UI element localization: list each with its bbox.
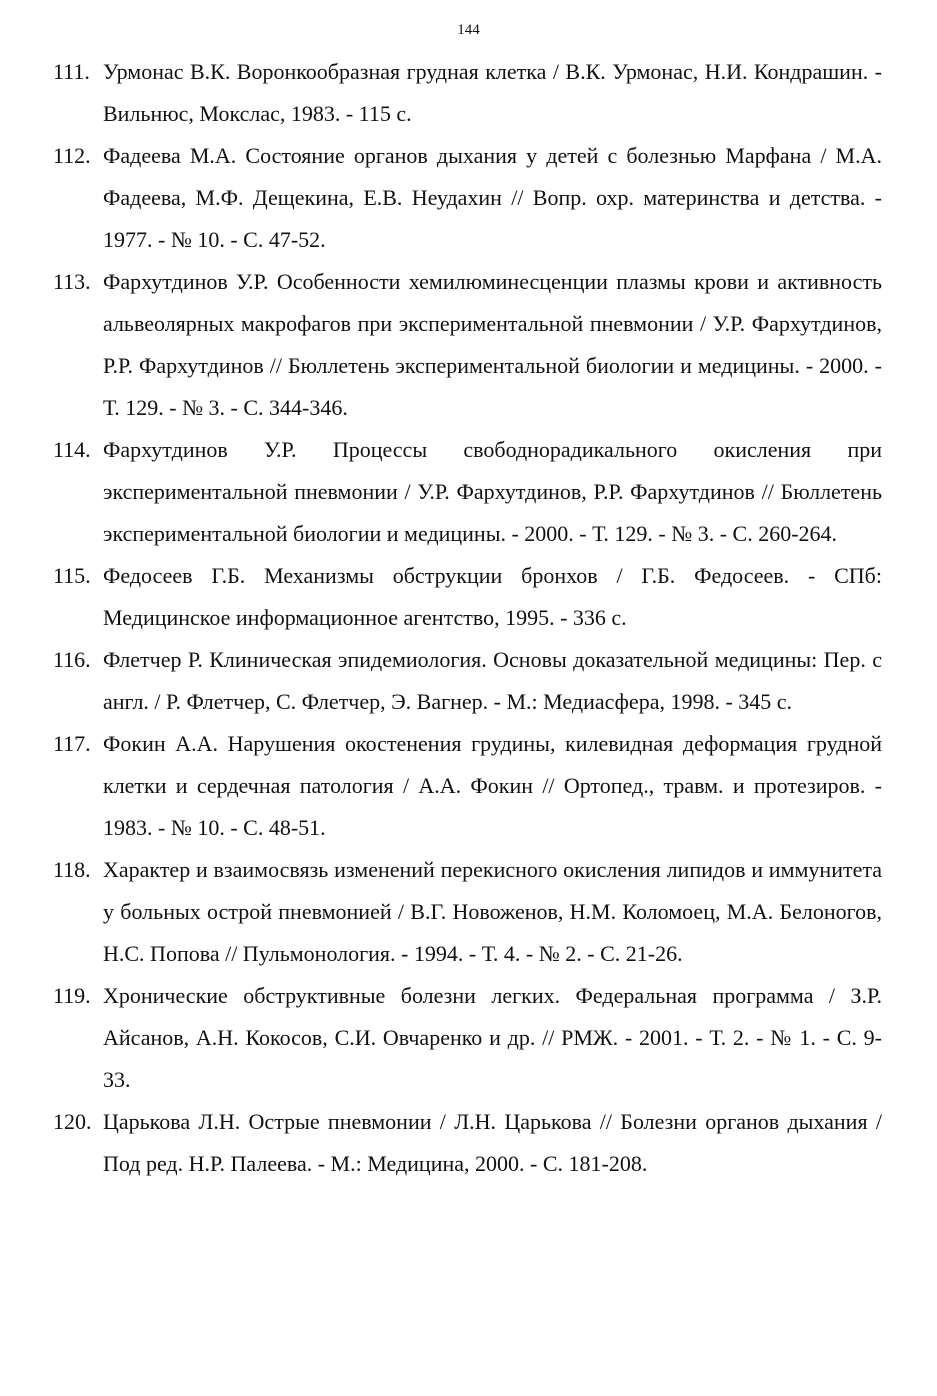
reference-item: [53, 261, 882, 429]
reference-text: Фархутдинов У.Р. Особенности хемилюминесценции плазмы крови и активность альвеолярных макрофагов при экспериментальной пневмонии / У.Р. Фархутдинов, Р.Р. Фархутдинов // Бюллетень экспериментальной биологии и медицины. - 2000. - Т. 129. - № 3. - С. 344-346.: [103, 269, 882, 420]
reference-text: Царькова Л.Н. Острые пневмонии / Л.Н. Царькова // Болезни органов дыхания / Под ред. Н.Р. Палеева. - М.: Медицина, 2000. - С. 181-208.: [103, 1109, 882, 1176]
reference-number: 115.: [53, 563, 91, 588]
reference-number: 116.: [53, 647, 91, 672]
reference-number: 119.: [53, 983, 91, 1008]
reference-item: [53, 555, 882, 639]
reference-text: Хронические обструктивные болезни легких. Федеральная программа / З.Р. Айсанов, А.Н. Кокосов, С.И. Овчаренко и др. // РМЖ. - 2001. - Т. 2. - № 1. - С. 9-33.: [103, 983, 882, 1092]
reference-item: [53, 135, 882, 261]
reference-number: 114.: [53, 437, 91, 462]
reference-list: [53, 51, 882, 1185]
reference-item: [53, 723, 882, 849]
reference-number: 118.: [53, 857, 91, 882]
reference-text: Фадеева М.А. Состояние органов дыхания у детей с болезнью Марфана / М.А. Фадеева, М.Ф. Дещекина, Е.В. Неудахин // Вопр. охр. материнства и детства. - 1977. - № 10. - С. 47-52.: [103, 143, 882, 252]
page-number: 144: [457, 22, 480, 38]
reference-text: Фокин А.А. Нарушения окостенения грудины, килевидная деформация грудной клетки и сердечная патология / А.А. Фокин // Ортопед., травм. и протезиров. - 1983. - № 10. - С. 48-51.: [103, 731, 882, 840]
reference-text: Флетчер Р. Клиническая эпидемиология. Основы доказательной медицины: Пер. с англ. / Р. Флетчер, С. Флетчер, Э. Вагнер. - М.: Медиасфера, 1998. - 345 с.: [103, 647, 882, 714]
reference-item: [53, 975, 882, 1101]
reference-number: 117.: [53, 731, 91, 756]
reference-item: [53, 849, 882, 975]
reference-text: Урмонас В.К. Воронкообразная грудная клетка / В.К. Урмонас, Н.И. Кондрашин. - Вильнюс, Мокслас, 1983. - 115 с.: [103, 59, 882, 126]
reference-number: 113.: [53, 269, 91, 294]
reference-number: 120.: [53, 1109, 92, 1134]
reference-text: Федосеев Г.Б. Механизмы обструкции бронхов / Г.Б. Федосеев. - СПб: Медицинское информационное агентство, 1995. - 336 с.: [103, 563, 882, 630]
reference-text: Фархутдинов У.Р. Процессы свободнорадикального окисления при экспериментальной пневмонии / У.Р. Фархутдинов, Р.Р. Фархутдинов // Бюллетень экспериментальной биологии и медицины. - 2000. - Т. 129. - № 3. - С. 260-264.: [103, 437, 882, 546]
reference-item: [53, 639, 882, 723]
reference-item: [53, 429, 882, 555]
reference-text: Характер и взаимосвязь изменений перекисного окисления липидов и иммунитета у больных острой пневмонией / В.Г. Новоженов, Н.М. Коломоец, М.А. Белоногов, Н.С. Попова // Пульмонология. - 1994. - Т. 4. - № 2. - С. 21-26.: [103, 857, 882, 966]
reference-item: [53, 51, 882, 135]
reference-item: [53, 1101, 882, 1185]
reference-number: 112.: [53, 143, 91, 168]
reference-number: 111.: [53, 59, 90, 84]
